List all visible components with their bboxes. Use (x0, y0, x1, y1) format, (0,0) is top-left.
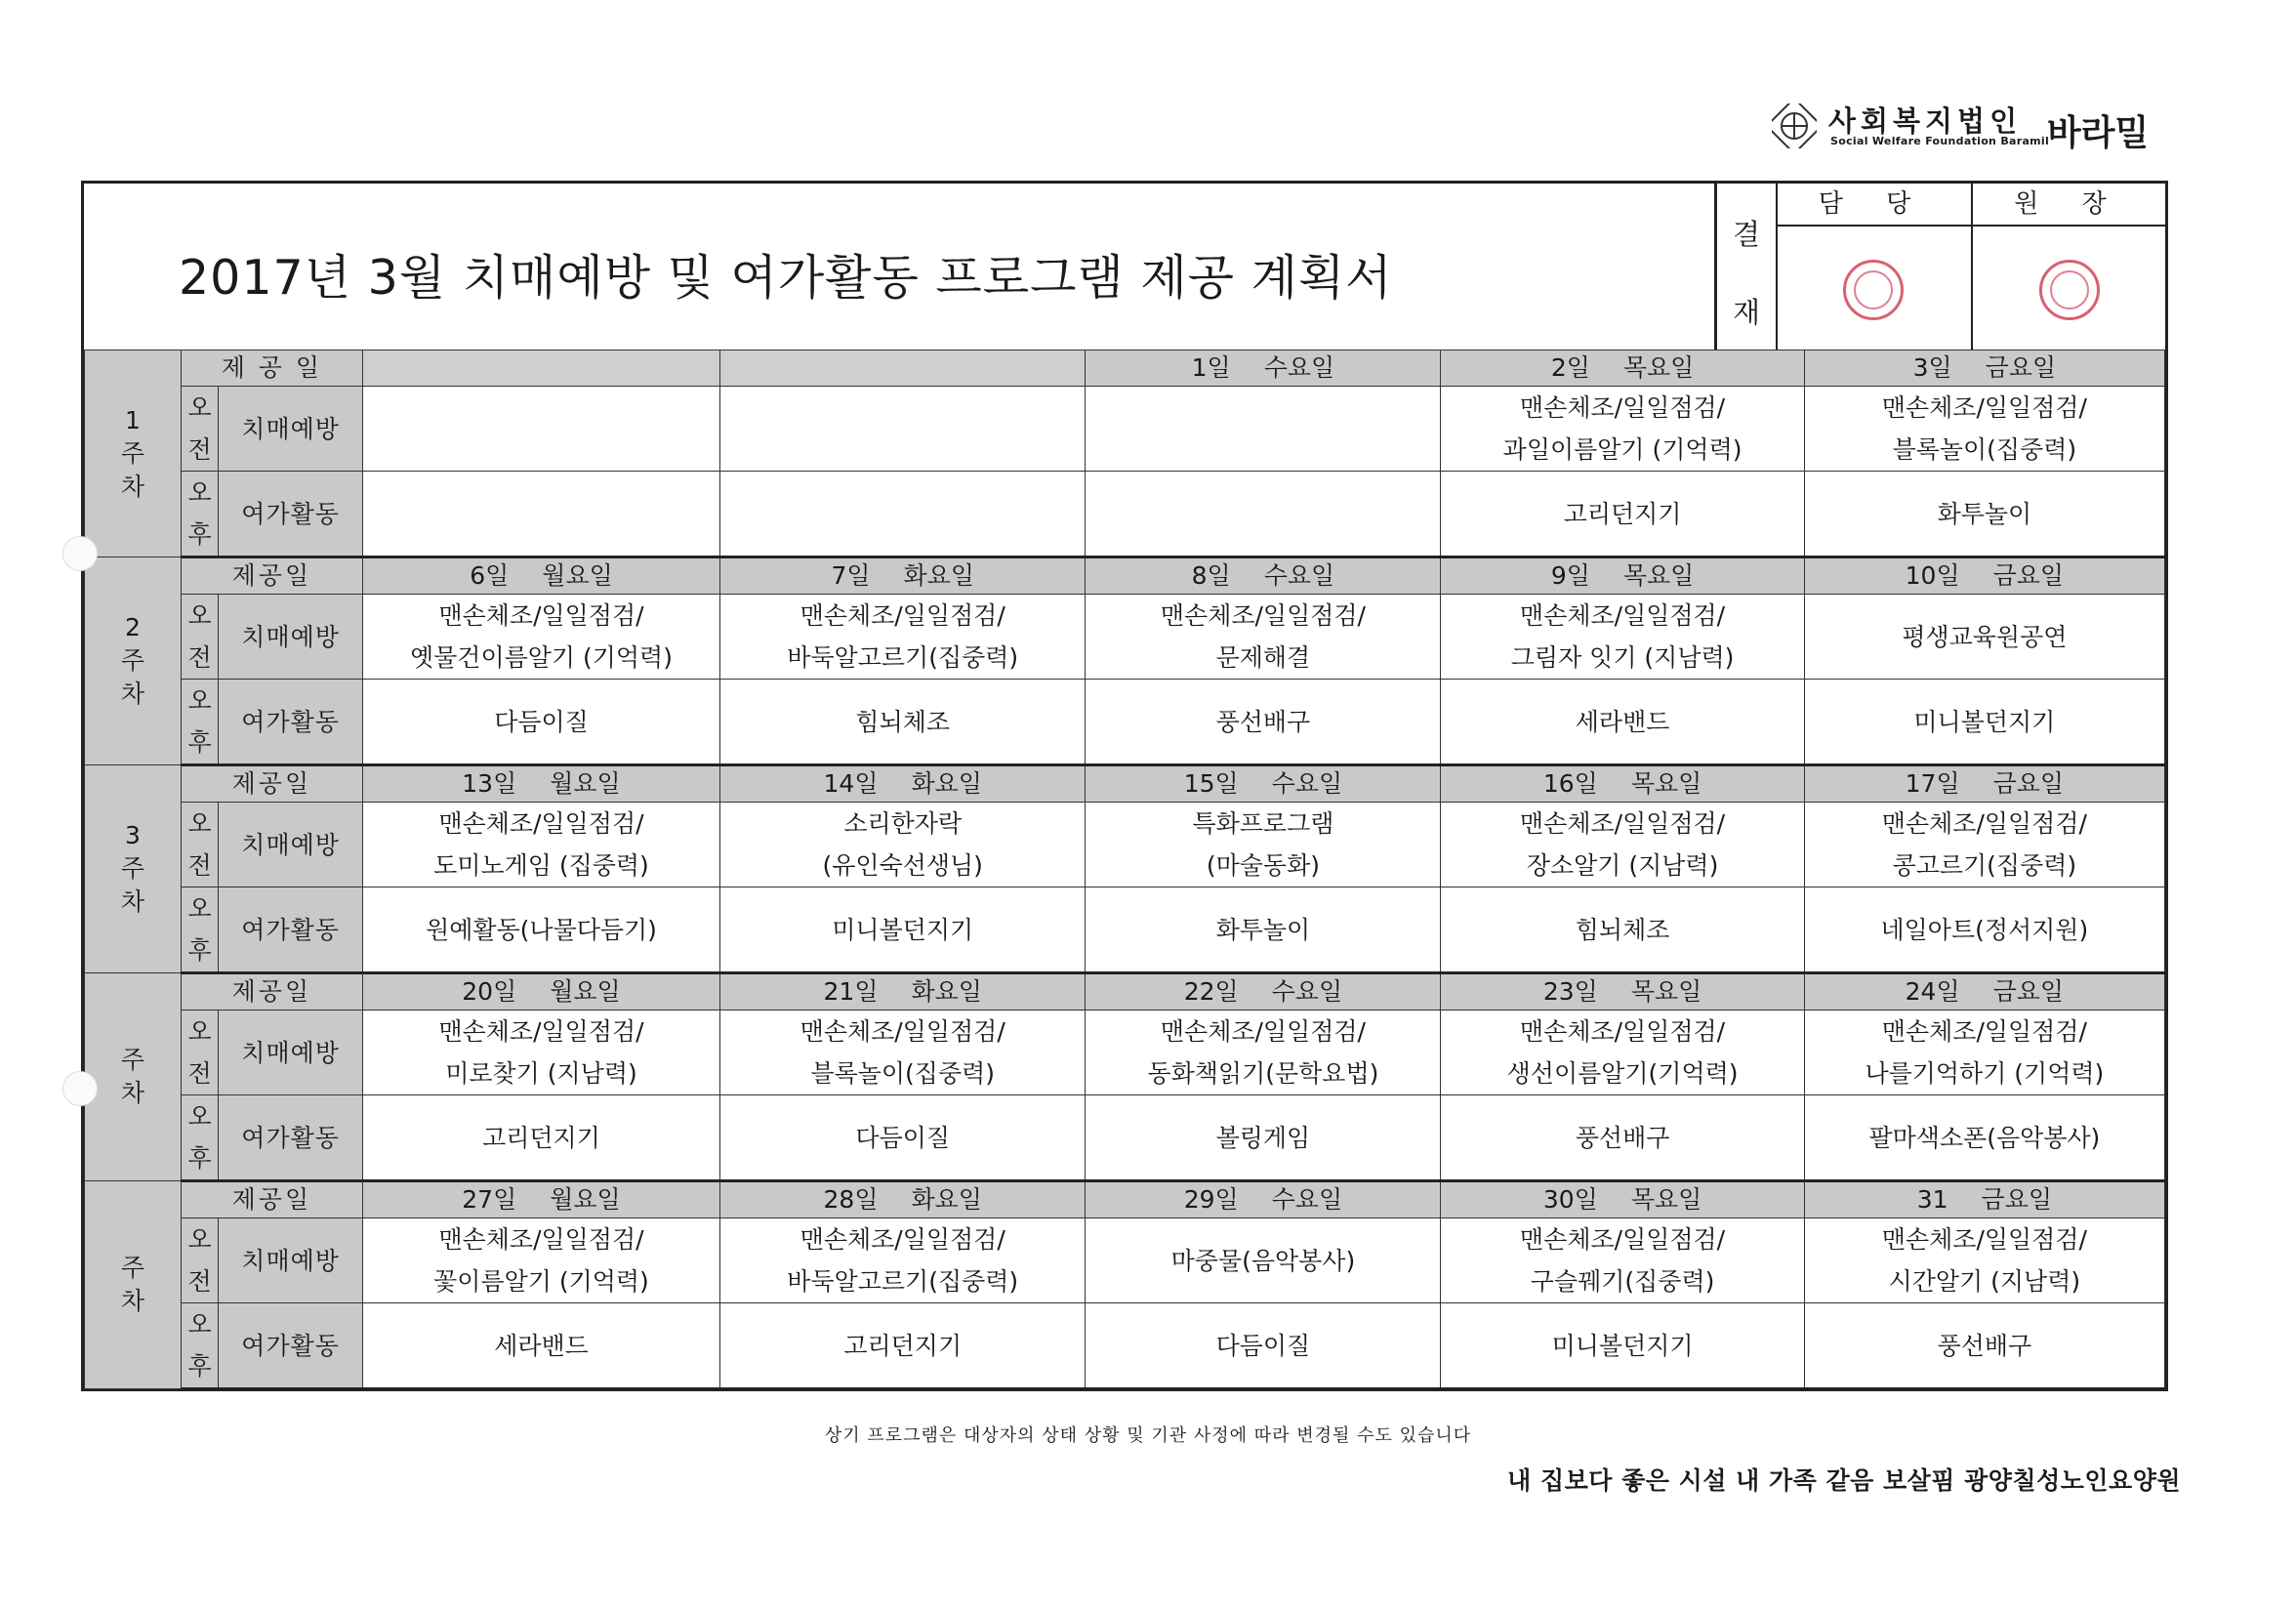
program-line-1: 맨손체조/일일점검/ (438, 809, 644, 838)
date-row (85, 351, 2165, 387)
program-line-1: 맨손체조/일일점검/ (1881, 1225, 2087, 1254)
program-line-1: 맨손체조/일일점검/ (800, 1017, 1005, 1046)
date-cell (1804, 765, 2164, 803)
pm-program-cell: 고리던지기 (720, 1303, 1086, 1389)
am-program-cell (720, 1218, 1086, 1303)
weekday: 화요일 (911, 769, 982, 798)
foundation-name-en: Social Welfare Foundation Baramil (1830, 135, 2050, 147)
am-program-cell (1086, 1011, 1441, 1095)
am-row (85, 803, 2165, 887)
program-line-1: 맨손체조/일일점검/ (1160, 601, 1366, 630)
program-line-2: 콩고르기(집중력) (1892, 851, 2077, 880)
approval-label-2: 재 (1732, 296, 1760, 329)
am-program-cell (1086, 1218, 1441, 1303)
weekday: 월요일 (542, 561, 613, 590)
program-line-2: 구슬꿰기(집중력) (1530, 1267, 1715, 1296)
weekday: 수요일 (1271, 769, 1343, 798)
date-cell (1804, 1181, 2164, 1218)
date-cell (1441, 1181, 1804, 1218)
pm-char: 후 (187, 1144, 212, 1173)
am-category: 치매예방 (219, 1218, 363, 1303)
day-number: 6일 (470, 561, 510, 590)
am-label (181, 387, 218, 472)
pm-program-cell: 풍선배구 (1804, 1303, 2164, 1389)
program-line-2: 생선이름알기(기억력) (1506, 1059, 1739, 1088)
pm-category: 여가활동 (219, 887, 363, 973)
date-cell (1086, 1181, 1441, 1218)
date-row (85, 557, 2165, 595)
day-number: 9일 (1550, 561, 1590, 590)
day-number: 20일 (462, 977, 517, 1006)
date-cell (362, 765, 719, 803)
program-line-1: 맨손체조/일일점검/ (1881, 1017, 2087, 1046)
weekday: 목요일 (1630, 977, 1702, 1006)
am-category: 치매예방 (219, 387, 363, 472)
am-char: 전 (187, 1059, 212, 1088)
am-program-cell (720, 595, 1086, 680)
weekday: 금요일 (1985, 353, 2057, 382)
weekday: 수요일 (1263, 353, 1335, 382)
manager-seal-stamp (1843, 260, 1904, 320)
week-label-char: 차 (120, 680, 144, 708)
date-cell (1804, 973, 2164, 1011)
date-cell (1441, 973, 1804, 1011)
program-line-1: 맨손체조/일일점검/ (1160, 1017, 1366, 1046)
pm-program-cell: 미니볼던지기 (1804, 680, 2164, 765)
pm-char: 후 (187, 936, 212, 965)
week-label-char: 차 (120, 1287, 144, 1315)
day-number: 27일 (462, 1185, 517, 1214)
pm-program-cell: 고리던지기 (362, 1095, 719, 1181)
pm-char: 오 (187, 1310, 212, 1339)
weekday: 화요일 (911, 1185, 982, 1214)
program-line-1: 맨손체조/일일점검/ (1881, 809, 2087, 838)
date-cell (1441, 765, 1804, 803)
change-notice: 상기 프로그램은 대상자의 상태 상황 및 기관 사정에 따라 변경될 수도 있습니다 (824, 1425, 1472, 1446)
program-line-1: 맨손체조/일일점검/ (1520, 393, 1726, 422)
am-category: 치매예방 (219, 595, 363, 680)
weekday: 수요일 (1271, 977, 1343, 1006)
week-label-char: 주 (120, 1254, 144, 1282)
weekday: 목요일 (1622, 561, 1695, 590)
director-seal-stamp (2039, 260, 2100, 320)
day-number: 8일 (1191, 561, 1231, 590)
week-label-char: 3 (124, 821, 141, 849)
program-line-2: 바둑알고르기(집중력) (787, 1267, 1019, 1296)
day-number: 7일 (831, 561, 871, 590)
week-label-char: 주 (120, 854, 144, 883)
week-label (85, 765, 182, 973)
pm-label (181, 1303, 218, 1389)
day-number: 10일 (1905, 561, 1960, 590)
program-line-1: 맨손체조/일일점검/ (438, 1017, 644, 1046)
program-line-1: 맨손체조/일일점검/ (1520, 1017, 1726, 1046)
program-line-2: 꽃이름알기 (기억력) (433, 1267, 649, 1296)
approval-manager-header: 담 당 (1776, 184, 1971, 227)
plan-document (81, 181, 2168, 1391)
pm-row (85, 887, 2165, 973)
pm-program-cell: 화투놀이 (1086, 887, 1441, 973)
am-program-cell (720, 803, 1086, 887)
program-line-1: 맨손체조/일일점검/ (1881, 393, 2087, 422)
day-number: 17일 (1905, 769, 1960, 798)
am-char: 오 (187, 1225, 212, 1254)
program-line-1: 소리한자락 (843, 809, 963, 838)
am-label (181, 803, 218, 887)
date-cell (720, 1181, 1086, 1218)
pm-row (85, 472, 2165, 557)
pm-program-cell: 힘뇌체조 (1441, 887, 1804, 973)
facility-slogan: 내 집보다 좋은 시설 내 가족 같음 보살핌 광양칠성노인요양원 (1507, 1466, 2181, 1495)
punch-hole (62, 1071, 98, 1106)
week-label-char: 차 (120, 887, 144, 916)
am-label (181, 595, 218, 680)
pm-program-cell: 미니볼던지기 (1441, 1303, 1804, 1389)
foundation-logo (1772, 98, 2182, 156)
program-line-2: 그림자 잇기 (지남력) (1510, 643, 1735, 672)
am-char: 전 (187, 643, 212, 672)
pm-program-cell: 볼링게임 (1086, 1095, 1441, 1181)
date-cell (362, 1181, 719, 1218)
weekday: 수요일 (1271, 1185, 1343, 1214)
day-number: 30일 (1542, 1185, 1598, 1214)
program-line-2: 미로찾기 (지남력) (445, 1059, 637, 1088)
day-number: 1일 (1191, 353, 1231, 382)
date-label: 제공일 (181, 557, 362, 595)
pm-category: 여가활동 (219, 1095, 363, 1181)
date-label: 제공일 (181, 765, 362, 803)
approval-director (1971, 184, 2165, 350)
title-area (84, 184, 1714, 352)
am-char: 오 (187, 393, 212, 422)
pm-program-cell (362, 472, 719, 557)
date-label: 제 공 일 (181, 351, 362, 387)
weekday: 목요일 (1630, 769, 1702, 798)
program-line-2: 과일이름알기 (기억력) (1502, 435, 1742, 464)
week-label (85, 1181, 182, 1389)
program-line-2: 옛물건이름알기 (기억력) (410, 643, 673, 672)
date-cell (1804, 557, 2164, 595)
pm-program-cell: 다듬이질 (362, 680, 719, 765)
date-cell (720, 973, 1086, 1011)
program-line-1: 맨손체조/일일점검/ (438, 1225, 644, 1254)
program-line-1: 마중물(음악봉사) (1170, 1246, 1356, 1275)
am-program-cell (1804, 595, 2164, 680)
pm-program-cell: 다듬이질 (1086, 1303, 1441, 1389)
pm-program-cell: 세라밴드 (1441, 680, 1804, 765)
am-char: 전 (187, 851, 212, 880)
program-line-1: 맨손체조/일일점검/ (1520, 809, 1726, 838)
program-line-2: 블록놀이(집중력) (810, 1059, 995, 1088)
week-label-char: 차 (120, 472, 144, 501)
week-label-char: 주 (120, 438, 144, 468)
schedule-table (84, 350, 2165, 1390)
weekday: 화요일 (903, 561, 974, 590)
date-cell (1441, 351, 1804, 387)
pm-program-cell: 미니볼던지기 (720, 887, 1086, 973)
pm-row (85, 1303, 2165, 1389)
am-program-cell (1086, 387, 1441, 472)
am-program-cell (1441, 1011, 1804, 1095)
date-cell (720, 765, 1086, 803)
pm-program-cell: 화투놀이 (1804, 472, 2164, 557)
approval-label-1: 결 (1732, 218, 1760, 251)
program-line-2: 장소알기 (지남력) (1526, 851, 1719, 880)
am-program-cell (1086, 803, 1441, 887)
am-program-cell (1086, 595, 1441, 680)
day-number: 31 (1916, 1185, 1948, 1214)
pm-program-cell: 네일아트(정서지원) (1804, 887, 2164, 973)
weekday: 화요일 (911, 977, 982, 1006)
weekday: 금요일 (1992, 561, 2065, 590)
pm-char: 오 (187, 686, 212, 715)
am-program-cell (1441, 1218, 1804, 1303)
program-line-1: 맨손체조/일일점검/ (1520, 601, 1726, 630)
am-row (85, 1218, 2165, 1303)
date-row (85, 1181, 2165, 1218)
day-number: 22일 (1183, 977, 1239, 1006)
date-cell (1804, 351, 2164, 387)
am-program-cell (720, 387, 1086, 472)
pm-char: 후 (187, 1352, 212, 1381)
pm-category: 여가활동 (219, 680, 363, 765)
week-label-char: 차 (120, 1079, 144, 1107)
document-title: 2017년 3월 치매예방 및 여가활동 프로그램 제공 계획서 (179, 250, 1393, 306)
day-number: 3일 (1912, 353, 1952, 382)
pm-row (85, 1095, 2165, 1181)
pm-char: 오 (187, 478, 212, 507)
pm-program-cell: 고리던지기 (1441, 472, 1804, 557)
program-line-2: 시간알기 (지남력) (1888, 1267, 2081, 1296)
week-label (85, 973, 182, 1181)
pm-char: 오 (187, 894, 212, 923)
program-line-2: 문제해결 (1215, 643, 1311, 672)
pm-program-cell: 풍선배구 (1086, 680, 1441, 765)
am-row (85, 595, 2165, 680)
am-label (181, 1218, 218, 1303)
program-line-2: (유인숙선생님) (822, 851, 983, 880)
day-number: 21일 (823, 977, 879, 1006)
day-number: 14일 (823, 769, 879, 798)
am-program-cell (362, 1218, 719, 1303)
pm-program-cell: 팔마색소폰(음악봉사) (1804, 1095, 2164, 1181)
am-program-cell (1804, 387, 2164, 472)
date-cell (720, 351, 1086, 387)
approval-director-header: 원 장 (1973, 184, 2165, 227)
pm-label (181, 680, 218, 765)
am-row (85, 1011, 2165, 1095)
date-row (85, 765, 2165, 803)
am-program-cell (1804, 1218, 2164, 1303)
weekday: 월요일 (550, 1185, 621, 1214)
weekday: 수요일 (1263, 561, 1335, 590)
am-char: 오 (187, 1017, 212, 1046)
date-cell (362, 557, 719, 595)
pm-program-cell: 풍선배구 (1441, 1095, 1804, 1181)
weekday: 금요일 (1992, 977, 2065, 1006)
day-number: 23일 (1542, 977, 1598, 1006)
am-char: 오 (187, 601, 212, 630)
pm-char: 오 (187, 1102, 212, 1131)
foundation-brand: 바라밀 (2047, 112, 2150, 153)
week-label (85, 557, 182, 765)
week-label-char: 주 (120, 646, 144, 675)
date-cell (1441, 557, 1804, 595)
pm-label (181, 472, 218, 557)
pm-category: 여가활동 (219, 1303, 363, 1389)
am-program-cell (362, 595, 719, 680)
program-line-1: 평생교육원공연 (1902, 622, 2068, 651)
date-cell (1086, 351, 1441, 387)
day-number: 2일 (1550, 353, 1590, 382)
am-program-cell (362, 1011, 719, 1095)
pm-program-cell: 세라밴드 (362, 1303, 719, 1389)
week-label-char: 주 (120, 1046, 144, 1074)
pm-char: 후 (187, 520, 212, 549)
date-cell (1086, 765, 1441, 803)
pm-row (85, 680, 2165, 765)
am-program-cell (1441, 595, 1804, 680)
day-number: 13일 (462, 769, 517, 798)
date-cell (362, 351, 719, 387)
weekday: 목요일 (1622, 353, 1695, 382)
week-label (85, 351, 182, 557)
pm-category: 여가활동 (219, 472, 363, 557)
pm-program-cell: 다듬이질 (720, 1095, 1086, 1181)
approval-label (1717, 184, 1778, 350)
am-program-cell (1804, 803, 2164, 887)
date-cell (720, 557, 1086, 595)
am-category: 치매예방 (219, 1011, 363, 1095)
weekday: 목요일 (1630, 1185, 1702, 1214)
program-line-2: 나를기억하기 (기억력) (1865, 1059, 2105, 1088)
date-label: 제공일 (181, 1181, 362, 1218)
am-program-cell (1441, 803, 1804, 887)
foundation-emblem-icon (1772, 103, 1817, 148)
program-line-1: 맨손체조/일일점검/ (1520, 1225, 1726, 1254)
program-line-2: 도미노게임 (집중력) (433, 851, 649, 880)
day-number: 15일 (1183, 769, 1239, 798)
week-label-char: 2 (124, 613, 141, 641)
am-char: 전 (187, 1267, 212, 1296)
date-row (85, 973, 2165, 1011)
program-line-1: 맨손체조/일일점검/ (800, 601, 1005, 630)
program-line-1: 맨손체조/일일점검/ (438, 601, 644, 630)
pm-program-cell: 원예활동(나물다듬기) (362, 887, 719, 973)
program-line-2: 동화책읽기(문학요법) (1147, 1059, 1379, 1088)
am-char: 오 (187, 809, 212, 838)
pm-program-cell (720, 472, 1086, 557)
weekday: 금요일 (1981, 1185, 2052, 1214)
program-line-2: 바둑알고르기(집중력) (787, 643, 1019, 672)
approval-box (1714, 184, 2165, 352)
weekday: 월요일 (550, 769, 621, 798)
am-label (181, 1011, 218, 1095)
am-category: 치매예방 (219, 803, 363, 887)
foundation-name-ko: 사회복지법인 (1828, 104, 2023, 138)
pm-program-cell (1086, 472, 1441, 557)
pm-label (181, 1095, 218, 1181)
date-cell (1086, 557, 1441, 595)
program-line-2: (마술동화) (1206, 851, 1320, 880)
weekday: 월요일 (550, 977, 621, 1006)
day-number: 24일 (1905, 977, 1960, 1006)
program-line-1: 맨손체조/일일점검/ (800, 1225, 1005, 1254)
week-label-char: 1 (124, 405, 141, 434)
am-program-cell (1441, 387, 1804, 472)
pm-char: 후 (187, 728, 212, 757)
day-number: 29일 (1183, 1185, 1239, 1214)
day-number: 28일 (823, 1185, 879, 1214)
pm-label (181, 887, 218, 973)
approval-manager (1776, 184, 1971, 350)
am-program-cell (1804, 1011, 2164, 1095)
am-row (85, 387, 2165, 472)
date-cell (1086, 973, 1441, 1011)
am-program-cell (362, 803, 719, 887)
program-line-1: 특화프로그램 (1192, 809, 1334, 838)
am-program-cell (720, 1011, 1086, 1095)
punch-hole (62, 536, 98, 571)
am-program-cell (362, 387, 719, 472)
pm-program-cell: 힘뇌체조 (720, 680, 1086, 765)
weekday: 금요일 (1992, 769, 2065, 798)
day-number: 16일 (1542, 769, 1598, 798)
am-char: 전 (187, 435, 212, 464)
program-line-2: 블록놀이(집중력) (1892, 435, 2077, 464)
date-cell (362, 973, 719, 1011)
date-label: 제공일 (181, 973, 362, 1011)
